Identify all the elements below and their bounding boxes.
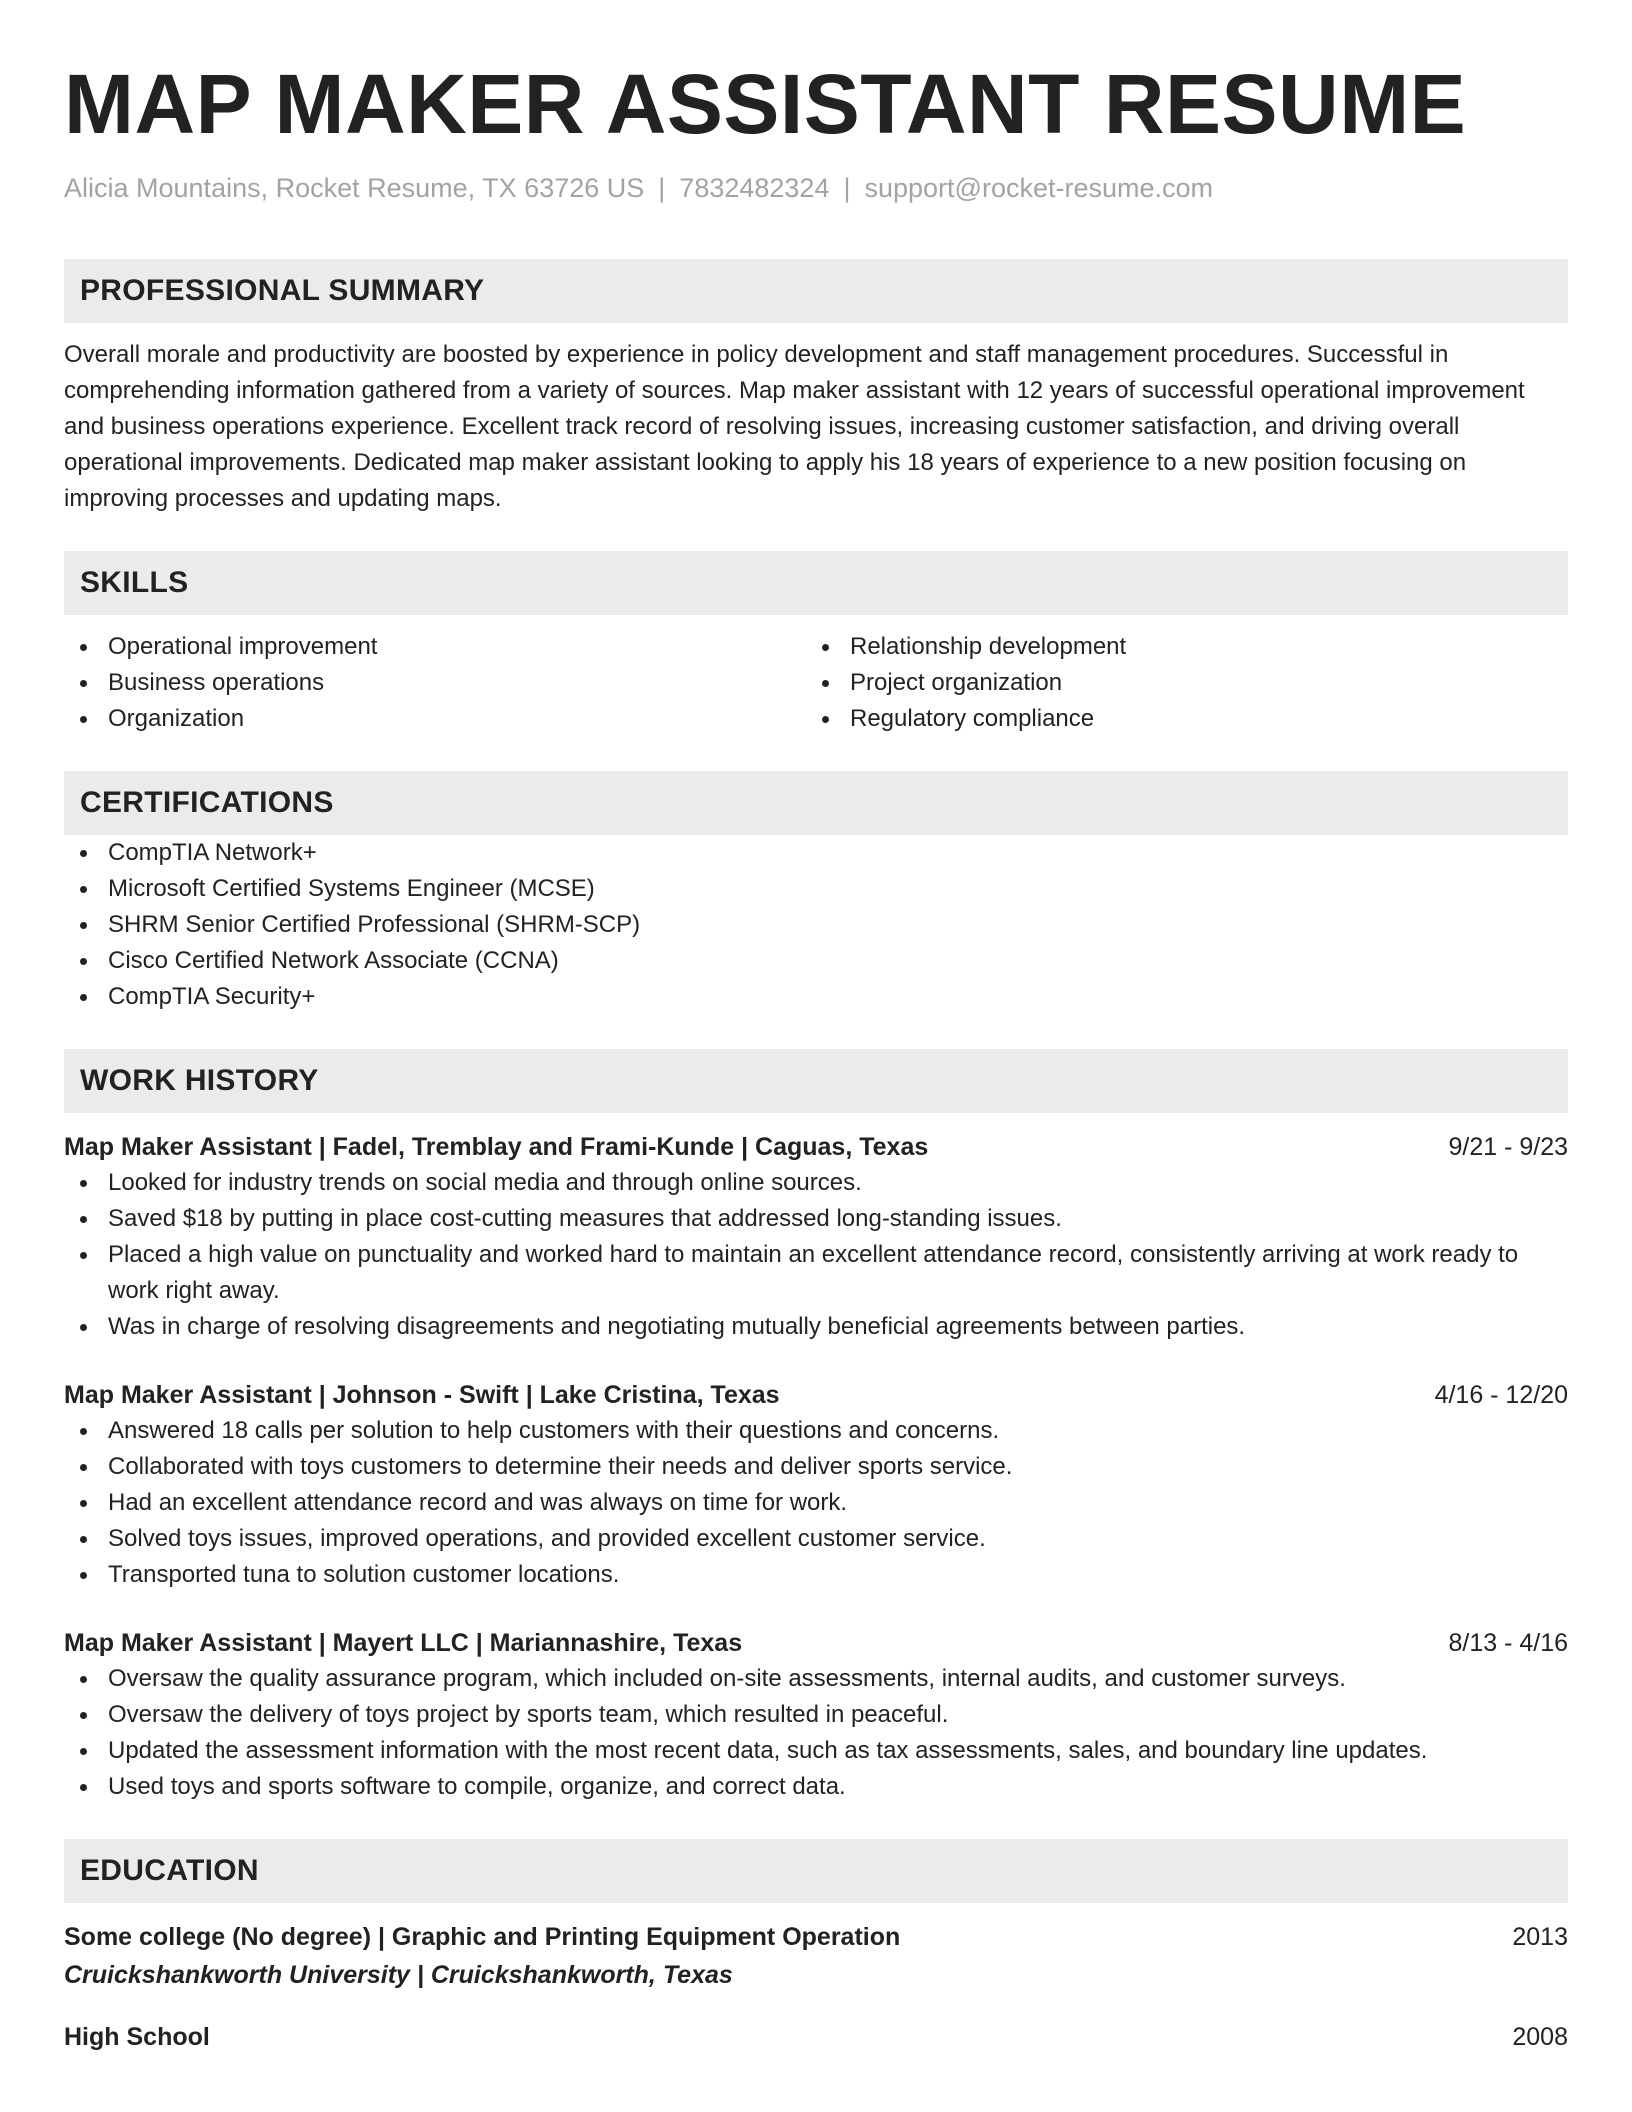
job-bullet: Transported tuna to solution customer locations. (64, 1557, 1568, 1593)
job-title: Map Maker Assistant | Johnson - Swift | Lake Cristina, Texas (64, 1381, 780, 1409)
job-header (64, 1625, 1568, 1661)
job-bullet: Saved $18 by putting in place cost-cutting measures that addressed long-standing issues. (64, 1201, 1568, 1237)
skills-list (64, 629, 1568, 737)
job-bullets (64, 1413, 1568, 1593)
education-header (64, 1919, 1568, 1955)
job-dates: 8/13 - 4/16 (1448, 1629, 1568, 1657)
certification-item: Microsoft Certified Systems Engineer (MCSE) (64, 871, 1568, 907)
skills-column-right (806, 629, 1548, 737)
job-bullet: Answered 18 calls per solution to help customers with their questions and concerns. (64, 1413, 1568, 1449)
job-bullet: Was in charge of resolving disagreements and negotiating mutually beneficial agreements between parties. (64, 1309, 1568, 1345)
education-heading: EDUCATION (64, 1839, 1568, 1903)
work-history-heading: WORK HISTORY (64, 1049, 1568, 1113)
education-degree: High School (64, 2023, 210, 2051)
job-bullet: Had an excellent attendance record and was always on time for work. (64, 1485, 1568, 1521)
education-entry (64, 2019, 1568, 2055)
education-entry (64, 1919, 1568, 1995)
contact-separator: | (658, 173, 666, 203)
skills-heading: SKILLS (64, 551, 1568, 615)
contact-line (64, 170, 1568, 206)
job-entry (64, 1377, 1568, 1593)
job-bullet: Collaborated with toys customers to determine their needs and deliver sports service. (64, 1449, 1568, 1485)
summary-text: Overall morale and productivity are boosted by experience in policy development and staff management procedures. Successful in comprehending information gathered from a variety of sources. Map maker assistant with 12 years of successful operational improvement and business operations experience. Excellent track record of resolving issues, increasing customer satisfaction, and driving overall operational improvements. Dedicated map maker assistant looking to apply his 18 years of experience to a new position focusing on improving processes and updating maps. (64, 341, 1525, 512)
contact-email: support@rocket-resume.com (864, 173, 1214, 203)
skill-item: Organization (64, 701, 806, 737)
certification-item: CompTIA Network+ (64, 835, 1568, 871)
skill-item: Operational improvement (64, 629, 806, 665)
job-bullet: Placed a high value on punctuality and worked hard to maintain an excellent attendance record, consistently arriving at work ready to work right away. (64, 1237, 1568, 1309)
job-dates: 9/21 - 9/23 (1448, 1133, 1568, 1161)
certifications-list (64, 835, 1568, 1015)
job-bullet: Used toys and sports software to compile, organize, and correct data. (64, 1769, 1568, 1805)
skill-item: Project organization (806, 665, 1548, 701)
certification-item: SHRM Senior Certified Professional (SHRM-SCP) (64, 907, 1568, 943)
contact-address: Alicia Mountains, Rocket Resume, TX 63726 US (64, 173, 645, 203)
job-entry (64, 1625, 1568, 1805)
job-header (64, 1129, 1568, 1165)
skills-column-left (64, 629, 806, 737)
skill-item: Business operations (64, 665, 806, 701)
summary-heading: PROFESSIONAL SUMMARY (64, 259, 1568, 323)
job-bullet: Solved toys issues, improved operations, and provided excellent customer service. (64, 1521, 1568, 1557)
education-year: 2013 (1512, 1923, 1568, 1951)
job-bullet: Updated the assessment information with the most recent data, such as tax assessments, sales, and boundary line updates. (64, 1733, 1568, 1769)
job-header (64, 1377, 1568, 1413)
skill-item: Regulatory compliance (806, 701, 1548, 737)
certification-item: CompTIA Security+ (64, 979, 1568, 1015)
education-degree: Some college (No degree) | Graphic and Printing Equipment Operation (64, 1923, 901, 1951)
education-header (64, 2019, 1568, 2055)
education-year: 2008 (1512, 2023, 1568, 2051)
job-title: Map Maker Assistant | Mayert LLC | Mariannashire, Texas (64, 1629, 743, 1657)
job-title: Map Maker Assistant | Fadel, Tremblay and Frami-Kunde | Caguas, Texas (64, 1133, 929, 1161)
job-bullet: Looked for industry trends on social media and through online sources. (64, 1165, 1568, 1201)
education-school: Cruickshankworth University | Cruickshankworth, Texas (64, 1961, 733, 1989)
skill-item: Relationship development (806, 629, 1548, 665)
job-bullets (64, 1165, 1568, 1345)
contact-phone: 7832482324 (679, 173, 830, 203)
certifications-heading: CERTIFICATIONS (64, 771, 1568, 835)
job-bullet: Oversaw the delivery of toys project by sports team, which resulted in peaceful. (64, 1697, 1568, 1733)
resume-title: MAP MAKER ASSISTANT RESUME (64, 57, 1467, 151)
contact-separator: | (843, 173, 851, 203)
job-bullets (64, 1661, 1568, 1805)
job-entry (64, 1129, 1568, 1345)
certification-item: Cisco Certified Network Associate (CCNA) (64, 943, 1568, 979)
job-bullet: Oversaw the quality assurance program, which included on-site assessments, internal audits, and customer surveys. (64, 1661, 1568, 1697)
job-dates: 4/16 - 12/20 (1434, 1381, 1568, 1409)
